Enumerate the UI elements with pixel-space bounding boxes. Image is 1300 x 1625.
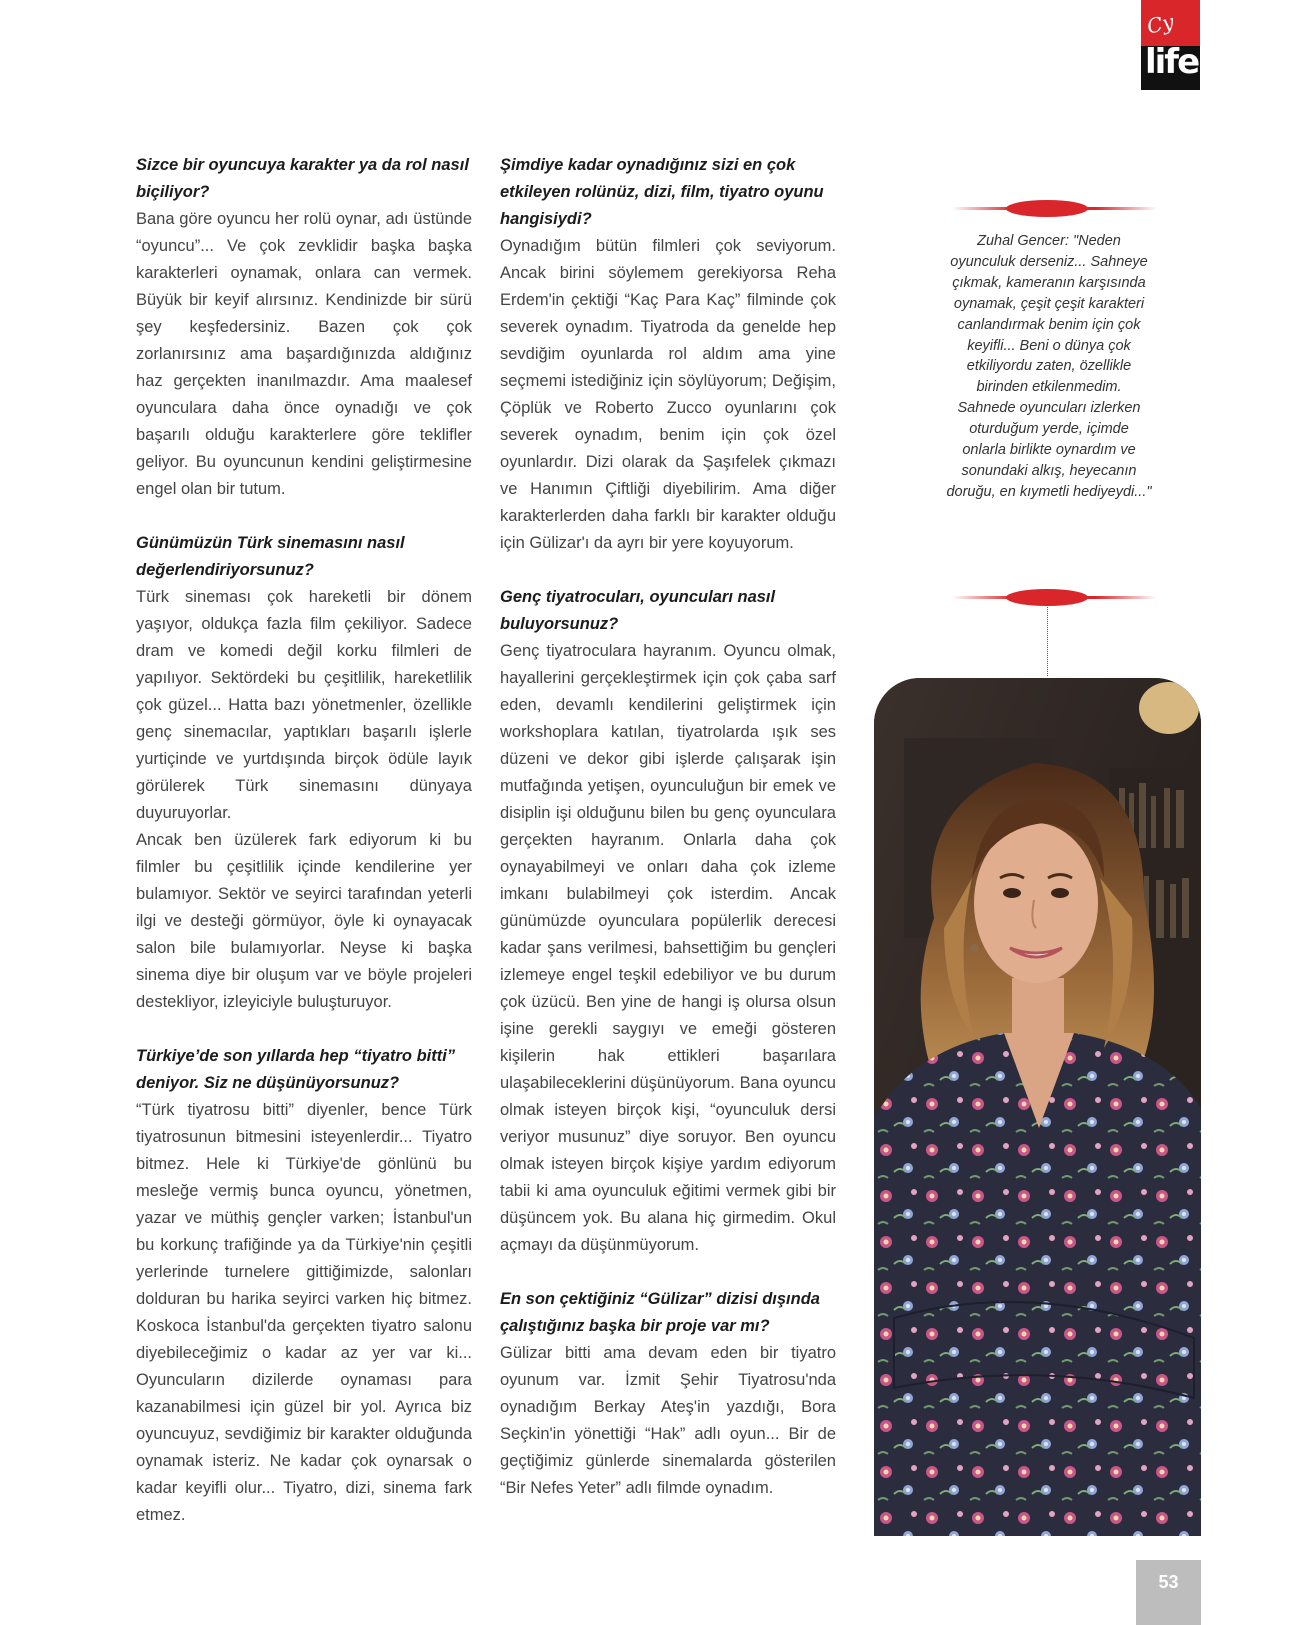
interview-block [500,584,836,1259]
left-column [136,152,472,1556]
logo-script: Cy [1144,9,1176,39]
interview-answer: “Türk tiyatrosu bitti” diyenler, bence Türk tiyatrosunun bitmesini isteyenlerdir... Tiyatro bitmez. Hele ki Türkiye'de gönlünü bu mesleğe vermiş bunca oyuncu, yönetmen, yazar ve müthiş gençler varken; İstanbul'un bu korkunç trafiğinde ya da Türkiye'nin çeşitli yerlerinde turnelere gittiğimizde, salonları dolduran bu harika seyirci varken hiç bitmez. Koskoca İstanbul'da gerçekten tiyatro salonu diyebileceğimiz o kadar az yer var ki... Oyuncuların dizilerde oynaması para kazanabilmesi için güzel bir yol. Ayrıca biz oyuncuyuz, sevdiğimiz bir karakter olduğunda oynamak isteriz. Ne kadar çok oynarsak o kadar keyifli olur... Tiyatro, dizi, sinema fark etmez. [136,1101,472,1524]
divider-ornament [1006,200,1088,217]
interview-answer: Oynadığım bütün filmleri çok seviyorum. Ancak birini söylemem gerekiyorsa Reha Erdem'in çektiği “Kaç Para Kaç” filminde çok severek oynadım. Tiyatroda da genelde hep sevdiğim oyunlarda rol aldım ama yine seçmemi istediğiniz için söylüyorum; Değişim, Çöplük ve Roberto Zucco oyunlarını çok severek oynadım, benim için çok özel oyunlardır. Dizi olarak da Şaşıfelek çıkmazı ve Hanımın Çiftliği diyebilirim. Ama diğer karakterlerden daha farklı bir karakter olduğu için Gülizar'ı da ayrı bir yere koyuyorum. [500,237,836,552]
interview-block [136,152,472,503]
interview-question: Şimdiye kadar oynadığınız sizi en çok etkileyen rolünüz, dizi, film, tiyatro oyunu hangisiydi? [500,156,824,228]
middle-column [500,152,836,1529]
interview-question: Genç tiyatrocuları, oyuncuları nasıl buluyorsunuz? [500,588,776,633]
interview-block [136,1043,472,1529]
dotted-connector [1047,604,1048,676]
pull-quote: Zuhal Gencer: "Neden oyunculuk derseniz... Sahneye çıkmak, kameranın karşısında oynamak, çeşit çeşit karakteri canlandırmak benim için çok keyifli... Beni o dünya çok etkiliyordu zaten, özellikle birinden etkilenmedim. Sahnede oyuncuları izlerken oturduğum yerde, içimde onlarla birlikte oynardım ve sonundaki alkış, heyecanın doruğu, en kıymetli hediyeydi..." [946,233,1152,500]
logo-word: life [1145,42,1199,82]
portrait-illustration [874,678,1201,1536]
portrait-photo [874,678,1201,1536]
cy-life-logo [1141,0,1200,90]
interview-question: En son çektiğiniz “Gülizar” dizisi dışında çalıştığınız başka bir proje var mı? [500,1290,820,1335]
interview-block [136,530,472,1016]
interview-answer: Genç tiyatrocularа hayranım. Oyuncu olmak, hayallerini gerçekleştirmek için çok çaba sarf eden, devamlı kendilerini geliştirmek için workshoplara katılan, tiyatrolarda ışık ses düzeni ve dekor gibi işlerde çalışarak işin mutfağında yetişen, oyunculuğun bir emek ve disiplin işi olduğunu bilen bu genç oyunculara gerçekten hayranım. Onlarla daha çok oynayabilmeyi ve onları daha çok izleme imkanı bulabilmeyi çok isterdim. Ancak günümüzde oyunculara popülerlik derecesi kadar şans verilmesi, bahsettiğim bu gençleri izlemeye engel teşkil edebiliyor ve bu durum çok üzücü. Ben yine de hangi iş olursa olsun işine gerekli saygıyı ve emeği gösteren kişilerin hak ettikleri başarılara ulaşabileceklerini düşünüyorum. Bana oyuncu olmak isteyen birçok kişi, “oyunculuk dersi veriyor musunuz” diye soruyor. Ben oyuncu olmak isteyen birçok kişiye yardım ediyorum tabii ki ama oyunculuk eğitimi vermek gibi bir düşüncem yok. Bu alana hiç girmedim. Okul açmayı da düşünmüyorum. [500,642,836,1254]
interview-question: Sizce bir oyuncuya karakter ya da rol nasıl biçiliyor? [136,156,469,201]
interview-question: Günümüzün Türk sinemasını nasıl değerlendiriyorsunuz? [136,534,405,579]
interview-block [500,152,836,557]
interview-question: Türkiye’de son yıllarda hep “tiyatro bitti” deniyor. Siz ne düşünüyorsunuz? [136,1047,456,1092]
interview-answer: Türk sineması çok hareketli bir dönem yaşıyor, oldukça fazla film çekiliyor. Sadece dram ve komedi değil korku filmleri de yapılıyor. Sektördeki bu çeşitlilik, hareketlilik çok güzel... Hatta bazı yönetmenler, özellikle genç sinemacılar, yaptıkları başarılı işlerle yurtiçinde ve yurtdışında birçok ödüle layık görülerek Türk sinemasını dünyaya duyuruyorlar. [136,588,472,822]
interview-answer: Gülizar bitti ama devam eden bir tiyatro oyunum var. İzmit Şehir Tiyatrosu'nda oynadığım Berkay Ateş'in yazdığı, Bora Seçkin'in yönettiği “Hak” adlı oyun... Bir de geçtiğimiz günlerde sinemalarda gösterilen “Bir Nefes Yeter” adlı filmde oynadım. [500,1344,836,1497]
interview-block [500,1286,836,1502]
interview-answer: Bana göre oyuncu her rolü oynar, adı üstünde “oyuncu”... Ve çok zevklidir başka başka karakterleri oynamak, onlara can vermek. Büyük bir keyif alırsınız. Kendinizde bir sürü şey keşfedersiniz. Bazen çok çok zorlanırsınız ama başardığınızda aldığınız haz gerçekten inanılmazdır. Ama maalesef oyunculara daha önce oynadığı ve çok başarılı olduğu karakterlere göre teklifler geliyor. Bu oyuncunun kendini geliştirmesine engel olan bir tutum. [136,210,472,498]
page-number: 53 [1136,1560,1201,1625]
interview-answer: Ancak ben üzülerek fark ediyorum ki bu filmler bu çeşitlilik içinde kendilerine yer bulamıyor. Sektör ve seyirci tarafından yeterli ilgi ve desteği görmüyor, öyle ki oynayacak salon bile bulamıyorlar. Neyse ki başka sinema diye bir oluşum var ve böyle projeleri destekliyor, izleyiciyle buluşturuyor. [136,831,472,1011]
